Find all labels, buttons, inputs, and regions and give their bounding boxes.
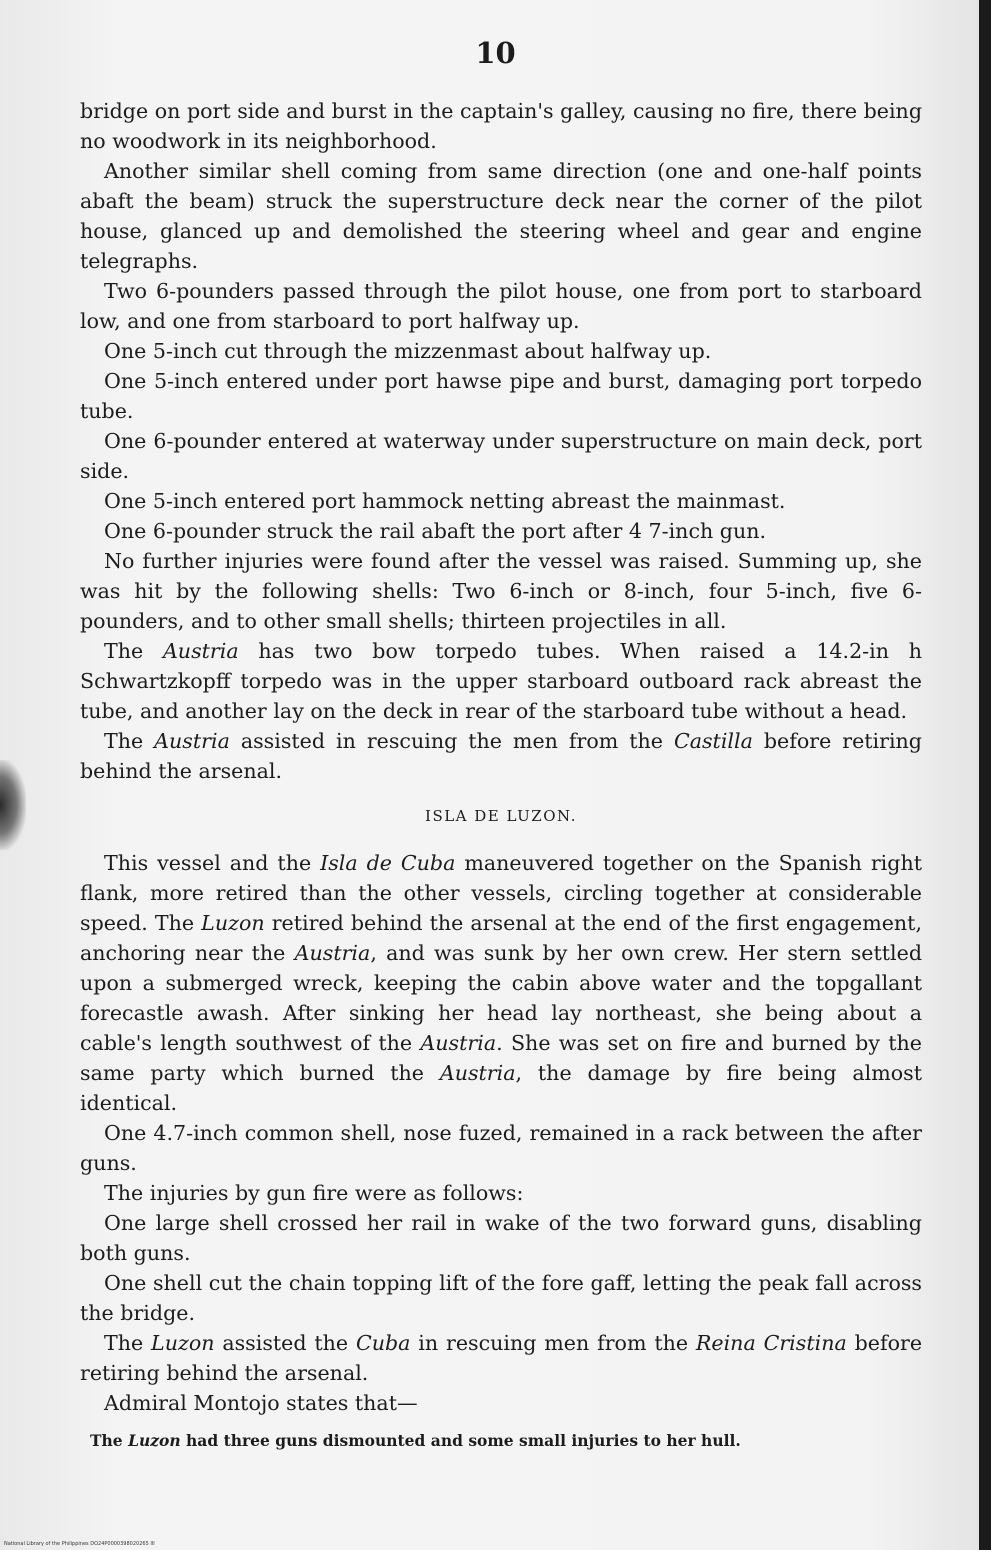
text-run: One 5-inch entered port hammock netting abreast the mainmast.	[104, 489, 786, 513]
scan-binding-shadow	[0, 760, 26, 850]
text-run: retired behind the arsenal at the end of the first engagement, anchoring near the	[80, 911, 922, 965]
paragraph	[80, 726, 922, 786]
text-run: in rescuing men from the	[410, 1331, 696, 1355]
text-run: No further injuries were found after the vessel was raised. Summing up, she was hit by the following shells: Two 6-inch or 8-inch, four 5-inch, five 6-pounders, and to other small shells; thirteen projectiles in all.	[80, 549, 922, 633]
italic-name: Austria	[162, 639, 239, 663]
paragraph	[80, 848, 922, 1118]
text-run: Another similar shell coming from same direction (one and one-half points abaft the beam) struck the superstructure deck near the corner of the pilot house, glanced up and demolished the steering wheel and gear and engine telegraphs.	[80, 159, 922, 273]
paragraph	[80, 156, 922, 276]
text-run: The	[104, 639, 163, 663]
paragraph	[80, 426, 922, 486]
text-run: The	[104, 729, 155, 753]
paragraph	[80, 1388, 922, 1418]
italic-name: Austria	[420, 1031, 497, 1055]
text-run: has two bow torpedo tubes. When raised a 14.2-in h Schwartzkopff torpedo was in the upper starboard outboard rack abreast the tube, and another lay on the deck in rear of the starboard tube without a head.	[80, 639, 922, 723]
page-number: 10	[475, 36, 516, 70]
text-run: One 5-inch cut through the mizzenmast about halfway up.	[104, 339, 712, 363]
text-run: The injuries by gun fire were as follows:	[104, 1181, 524, 1205]
italic-name: Luzon	[151, 1331, 215, 1355]
paragraph	[80, 486, 922, 516]
text-run: Admiral Montojo states that—	[104, 1391, 418, 1415]
text-run: . She was set on fire and burned by the same party which burned the	[80, 1031, 922, 1085]
paragraph	[80, 96, 922, 156]
text-run: One 6-pounder entered at waterway under superstructure on main deck, port side.	[80, 429, 922, 483]
quoted-statement	[80, 1426, 922, 1456]
text-run: ISLA DE LUZON.	[425, 807, 577, 825]
text-run: before retiring behind the arsenal.	[80, 729, 922, 783]
paragraph	[80, 366, 922, 426]
text-run: had three guns dismounted and some small injuries to her hull.	[180, 1431, 741, 1450]
text-run: Two 6-pounders passed through the pilot house, one from port to starboard low, and one from starboard to port halfway up.	[80, 279, 922, 333]
text-run: before retiring behind the arsenal.	[80, 1331, 923, 1385]
text-run: One 6-pounder struck the rail abaft the port after 4 7-inch gun.	[104, 519, 767, 543]
italic-name: Luzon	[128, 1431, 181, 1450]
italic-name: Cuba	[355, 1331, 411, 1355]
footer-credit: National Library of the Philippines DO24P0000398020265 III	[4, 1541, 155, 1547]
italic-name: Isla de Cuba	[320, 851, 456, 875]
paragraph	[80, 1328, 922, 1388]
italic-name: Austria	[294, 941, 371, 965]
text-run: assisted the	[214, 1331, 356, 1355]
paragraph	[80, 1118, 922, 1178]
text-run: The	[104, 1331, 152, 1355]
italic-name: Austria	[439, 1061, 516, 1085]
paragraph	[80, 336, 922, 366]
paragraph	[80, 516, 922, 546]
text-run: maneuvered together on the Spanish right flank, more retired than the other vessels, circling together at considerable speed. The	[80, 851, 922, 935]
text-run: This vessel and the	[104, 851, 321, 875]
text-run: One shell cut the chain topping lift of the fore gaff, letting the peak fall across the bridge.	[80, 1271, 922, 1325]
italic-name: Luzon	[201, 911, 265, 935]
text-run: The	[90, 1431, 129, 1450]
paragraph	[80, 276, 922, 336]
text-run: One large shell crossed her rail in wake of the two forward guns, disabling both guns.	[80, 1211, 922, 1265]
paragraph	[80, 1208, 922, 1268]
text-run: One 5-inch entered under port hawse pipe and burst, damaging port torpedo tube.	[80, 369, 922, 423]
paragraph	[80, 1178, 922, 1208]
italic-name: Austria	[154, 729, 230, 753]
paragraph	[80, 1268, 922, 1328]
italic-name: Castilla	[673, 729, 753, 753]
italic-name: Reina Cristina	[695, 1331, 847, 1355]
paragraph	[80, 636, 922, 726]
text-run: , and was sunk by her own crew. Her stern settled upon a submerged wreck, keeping the cabin above water and the topgallant forecastle awash. After sinking her head lay northeast, she being about a cable's length southwest of the	[80, 941, 922, 1055]
paragraph	[80, 546, 922, 636]
text-run: , the damage by fire being almost identical.	[80, 1061, 923, 1115]
scan-edge-shadow	[979, 0, 991, 1550]
text-run: bridge on port side and burst in the captain's galley, causing no fire, there being no woodwork in its neighborhood.	[80, 99, 922, 153]
section-heading	[80, 804, 922, 828]
text-run: assisted in rescuing the men from the	[229, 729, 674, 753]
body-text	[80, 96, 922, 1456]
text-run: One 4.7-inch common shell, nose fuzed, remained in a rack between the after guns.	[80, 1121, 922, 1175]
